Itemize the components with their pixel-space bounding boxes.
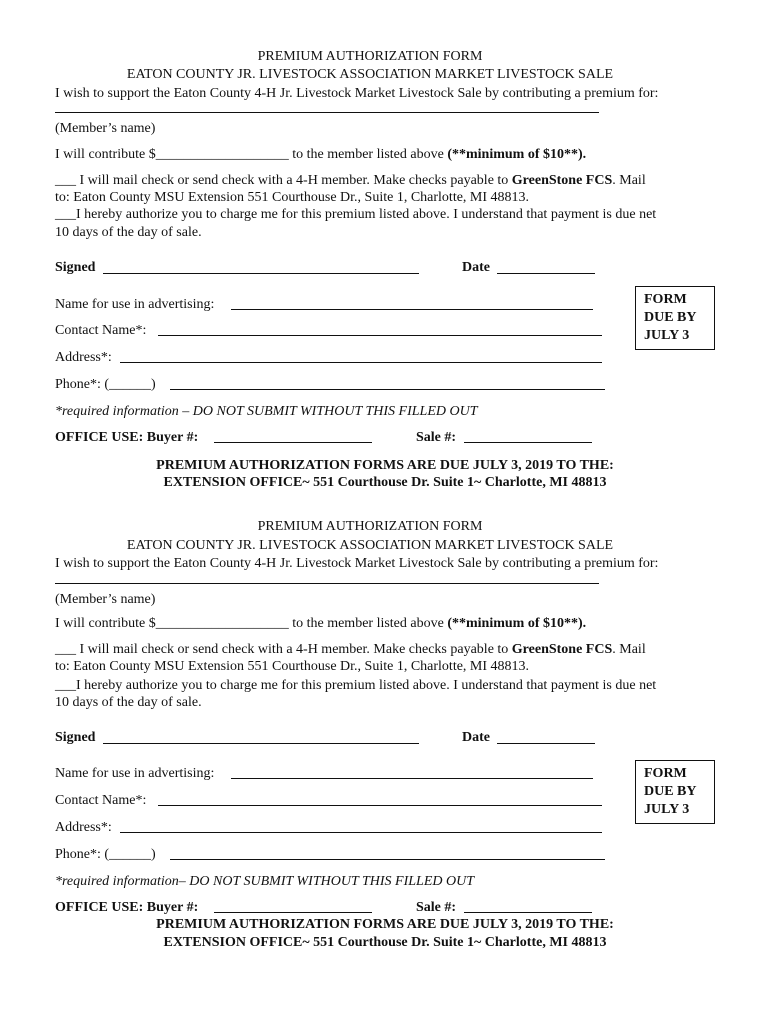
form-2-title: PREMIUM AUTHORIZATION FORM [257, 519, 483, 534]
form-1-advertising-field[interactable] [231, 309, 593, 310]
form-1-sale-field[interactable] [464, 442, 592, 443]
contribute-minimum: (**minimum of $10**). [447, 616, 587, 631]
form-2-due-notice-1: PREMIUM AUTHORIZATION FORMS ARE DUE JULY 3, 2019 TO THE: [156, 917, 614, 932]
authorize-text: I hereby authorize you to charge me for this premium listed above. I understand that payment is due net [76, 678, 657, 693]
mail-payee: GreenStone FCS [511, 173, 613, 188]
due-box-line-3: JULY 3 [644, 802, 690, 817]
form-2-date-label: Date [462, 730, 490, 745]
form-2-mail-address: to: Eaton County MSU Extension 551 Courthouse Dr., Suite 1, Charlotte, MI 48813. [55, 659, 530, 674]
form-2-contribute-line [55, 615, 586, 632]
form-1-phone-label: Phone*: (______) [55, 377, 156, 392]
form-2-address-field[interactable] [120, 832, 602, 833]
form-1-title: PREMIUM AUTHORIZATION FORM [257, 49, 483, 64]
form-1-authorize-text-2: 10 days of the day of sale. [55, 225, 202, 240]
form-1-sale-label: Sale #: [416, 430, 457, 445]
form-2-due-notice-2: EXTENSION OFFICE~ 551 Courthouse Dr. Suite 1~ Charlotte, MI 48813 [163, 935, 607, 950]
due-box-line-1: FORM [644, 766, 687, 781]
form-1-authorize-option [55, 206, 656, 223]
form-1-buyer-field[interactable] [214, 442, 372, 443]
due-box-line-2: DUE BY [644, 784, 697, 799]
form-1-signed-label: Signed [55, 260, 96, 275]
form-2-advertising-label: Name for use in advertising: [55, 766, 215, 781]
form-1-contact-field[interactable] [158, 335, 602, 336]
contribute-prefix: I will contribute $ [55, 616, 156, 631]
form-2-required-note: *required information– DO NOT SUBMIT WITHOUT THIS FILLED OUT [55, 874, 475, 889]
mail-text: I will mail check or send check with a 4-H member. Make checks payable to [76, 173, 512, 188]
mail-text: I will mail check or send check with a 4-H member. Make checks payable to [76, 642, 512, 657]
contribute-minimum: (**minimum of $10**). [447, 147, 587, 162]
form-1-date-label: Date [462, 260, 490, 275]
form-1-due-box [635, 286, 715, 350]
form-2-mail-option [55, 641, 646, 658]
form-1-due-notice-2: EXTENSION OFFICE~ 551 Courthouse Dr. Suite 1~ Charlotte, MI 48813 [163, 475, 607, 490]
form-2-authorize-option [55, 677, 656, 694]
form-1-address-field[interactable] [120, 362, 602, 363]
mail-text-end: . Mail [612, 173, 646, 188]
form-1-subtitle: EATON COUNTY JR. LIVESTOCK ASSOCIATION MARKET LIVESTOCK SALE [126, 67, 614, 82]
authorize-checkbox-blank[interactable]: ___ [55, 678, 76, 693]
form-2-phone-label: Phone*: (______) [55, 847, 156, 862]
form-2-signed-label: Signed [55, 730, 96, 745]
form-2-phone-field[interactable] [170, 859, 605, 860]
form-1-contact-label: Contact Name*: [55, 323, 147, 338]
form-2-sale-field[interactable] [464, 912, 592, 913]
form-1-mail-address: to: Eaton County MSU Extension 551 Courthouse Dr., Suite 1, Charlotte, MI 48813. [55, 190, 530, 205]
form-1-required-note: *required information – DO NOT SUBMIT WITHOUT THIS FILLED OUT [55, 404, 478, 419]
contribute-amount-field[interactable]: ___________________ [155, 147, 289, 162]
mail-checkbox-blank[interactable]: ___ [55, 173, 76, 188]
form-2-sale-label: Sale #: [416, 900, 457, 915]
form-1-mail-option [55, 172, 646, 189]
form-2-signature-field[interactable] [103, 743, 419, 744]
form-2-advertising-field[interactable] [231, 778, 593, 779]
form-2-date-field[interactable] [497, 743, 595, 744]
form-1-due-notice-1: PREMIUM AUTHORIZATION FORMS ARE DUE JULY 3, 2019 TO THE: [156, 458, 614, 473]
authorize-checkbox-blank[interactable]: ___ [55, 207, 76, 222]
form-2-member-name-label: (Member’s name) [55, 592, 156, 607]
authorize-text: I hereby authorize you to charge me for this premium listed above. I understand that payment is due net [76, 207, 657, 222]
due-box-line-3: JULY 3 [644, 328, 690, 343]
form-1-buyer-label: OFFICE USE: Buyer #: [55, 430, 199, 445]
form-1-intro: I wish to support the Eaton County 4-H Jr. Livestock Market Livestock Sale by contributing a premium for: [55, 86, 659, 101]
form-1-signature-field[interactable] [103, 273, 419, 274]
form-2-subtitle: EATON COUNTY JR. LIVESTOCK ASSOCIATION MARKET LIVESTOCK SALE [126, 538, 614, 553]
form-2-due-box [635, 760, 715, 824]
contribute-amount-field[interactable]: ___________________ [155, 616, 289, 631]
due-box-line-2: DUE BY [644, 310, 697, 325]
form-1-advertising-label: Name for use in advertising: [55, 297, 215, 312]
form-2-authorize-text-2: 10 days of the day of sale. [55, 695, 202, 710]
form-2-member-name-line[interactable] [55, 583, 599, 584]
form-1-member-name-label: (Member’s name) [55, 121, 156, 136]
form-1-member-name-line[interactable] [55, 112, 599, 113]
form-2-contact-field[interactable] [158, 805, 602, 806]
mail-checkbox-blank[interactable]: ___ [55, 642, 76, 657]
contribute-prefix: I will contribute $ [55, 147, 156, 162]
contribute-suffix: to the member listed above [288, 616, 448, 631]
form-2-contact-label: Contact Name*: [55, 793, 147, 808]
form-1-phone-field[interactable] [170, 389, 605, 390]
form-1-contribute-line [55, 146, 586, 163]
mail-text-end: . Mail [612, 642, 646, 657]
form-2-intro: I wish to support the Eaton County 4-H Jr. Livestock Market Livestock Sale by contributing a premium for: [55, 556, 659, 571]
form-2-buyer-field[interactable] [214, 912, 372, 913]
form-1-address-label: Address*: [55, 350, 112, 365]
mail-payee: GreenStone FCS [511, 642, 613, 657]
contribute-suffix: to the member listed above [288, 147, 448, 162]
form-2-buyer-label: OFFICE USE: Buyer #: [55, 900, 199, 915]
form-2-address-label: Address*: [55, 820, 112, 835]
due-box-line-1: FORM [644, 292, 687, 307]
form-1-date-field[interactable] [497, 273, 595, 274]
